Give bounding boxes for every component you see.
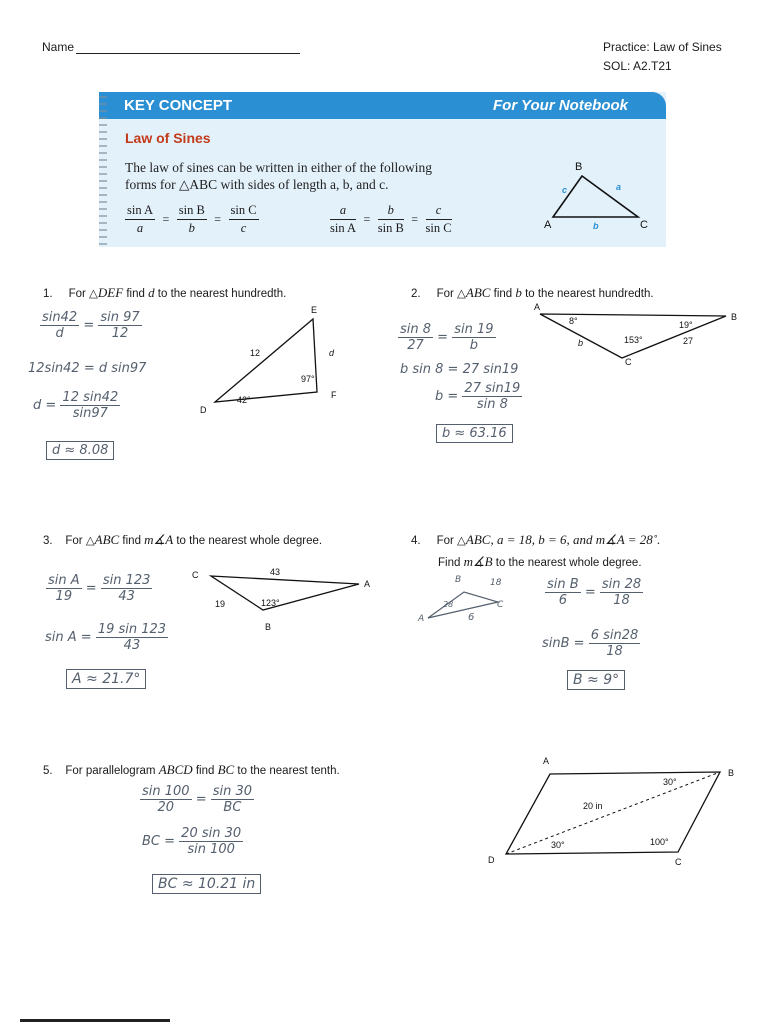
notebook-spiral-decoration — [99, 96, 107, 246]
p4-sketch-A: A — [418, 614, 425, 624]
p2-angle-153: 153° — [624, 335, 643, 345]
p1-side-d: d — [329, 348, 335, 358]
p1-vertex-F: F — [331, 390, 337, 400]
law-of-sines-form-1: $\frac{\text{sin A}}{a}$ = $\frac{\text{sin B}}{b}$ = $\frac{\text{sin C}}{c}$ — [127, 203, 257, 235]
p5-work-line-2: BC = $\frac{20 \sin 30}{\sin 100}$ — [142, 826, 242, 857]
fraction-sinB-over-b: $\frac{\text{sin B}}{b}$ — [178, 203, 205, 235]
fraction-sinC-over-c: $\frac{\text{sin C}}{c}$ — [230, 203, 257, 235]
p3-work-line-1: $\frac{\text{sin A}}{19}$ = $\frac{\sin 123}{43}$ — [48, 573, 151, 604]
p2-work-line-3: b = $\frac{27 \sin 19}{\sin 8}$ — [435, 381, 521, 412]
p3-side-43: 43 — [270, 567, 281, 577]
p1-answer-box: d ≈ 8.08 — [46, 441, 114, 460]
problem-3-triangle — [205, 570, 375, 620]
p2-answer-box: b ≈ 63.16 — [436, 424, 513, 443]
p1-vertex-E: E — [311, 305, 318, 315]
p4-sketch-side-18: 18 — [490, 578, 502, 588]
kc-vertex-B: B — [575, 161, 583, 173]
p4-sketch-angle-28: 28 — [443, 600, 454, 609]
p1-work-line-2: 12sin42 = d sin97 — [28, 361, 147, 376]
name-field — [42, 40, 300, 54]
fraction-b-over-sinB: $\frac{b}{\text{sin B}}$ — [377, 203, 404, 235]
worksheet-title: Practice: Law of Sines — [603, 40, 722, 54]
p2-side-b: b — [578, 338, 584, 348]
p3-answer-box: A ≈ 21.7° — [66, 669, 146, 689]
problem-1-prompt: 1. For △DEF find d to the nearest hundredth. — [43, 285, 287, 300]
p3-angle-123: 123° — [261, 598, 280, 608]
p1-vertex-D: D — [200, 405, 207, 415]
kc-side-b: b — [593, 221, 599, 231]
p4-work-line-2: sinB = $\frac{6 \sin 28}{18}$ — [542, 628, 639, 659]
p3-work-line-2: sin A = $\frac{19 \sin 123}{43}$ — [45, 622, 167, 653]
problem-5-number: 5. — [43, 765, 53, 777]
kc-side-a: a — [616, 182, 622, 192]
problem-1-number: 1. — [43, 288, 53, 300]
p5-diagonal-length: 20 in — [583, 801, 603, 811]
p5-answer-box: BC ≈ 10.21 in — [152, 874, 261, 894]
p4-answer-box: B ≈ 9° — [567, 670, 625, 690]
p5-diagonal-DB — [506, 772, 720, 854]
p4-work-line-1: $\frac{\text{sin B}}{6}$ = $\frac{\sin 28}{18}$ — [547, 577, 642, 608]
problem-3-prompt: 3. For △ABC find m∡A to the nearest whole degree. — [43, 532, 323, 547]
kc-vertex-A: A — [544, 219, 552, 231]
p2-angle-19: 19° — [679, 320, 693, 330]
law-of-sines-form-2: $\frac{a}{\text{sin A}}$ = $\frac{b}{\text{sin B}}$ = $\frac{c}{\text{sin C}}$ — [330, 203, 452, 235]
problem-5-prompt: 5. For parallelogram ABCD find BC to the nearest tenth. — [43, 762, 340, 777]
p2-side-27: 27 — [683, 336, 694, 346]
p1-angle-42: 42° — [237, 395, 251, 405]
p5-angle-100: 100° — [650, 837, 669, 847]
law-of-sines-description — [125, 159, 432, 193]
scan-bottom-edge — [20, 1019, 170, 1022]
problem-4-number: 4. — [411, 535, 421, 547]
p2-angle-8: 8° — [569, 316, 578, 326]
p2-vertex-C: C — [625, 357, 632, 367]
problem-4-prompt-line-1: 4. For △ABC, a = 18, b = 6, and m∡A = 28˚. — [411, 532, 661, 547]
problem-2-number: 2. — [411, 288, 421, 300]
p2-vertex-A: A — [534, 302, 541, 312]
problem-4-prompt-line-2: Find m∡B to the nearest whole degree. — [438, 554, 642, 569]
problem-2-prompt: 2. For △ABC find b to the nearest hundredth. — [411, 285, 654, 300]
p5-work-line-1: $\frac{\sin 100}{20}$ = $\frac{\sin 30}{BC}$ — [142, 784, 253, 815]
p2-vertex-B: B — [731, 312, 738, 322]
name-blank-line — [76, 42, 300, 54]
p5-vertex-C: C — [675, 857, 682, 867]
fraction-sinA-over-a: $\frac{\text{sin A}}{a}$ — [127, 203, 154, 235]
problem-1-triangle — [205, 314, 345, 414]
p5-vertex-D: D — [488, 855, 495, 865]
p5-vertex-B: B — [728, 768, 735, 778]
p3-vertex-B: B — [265, 622, 272, 632]
p1-angle-97: 97° — [301, 374, 315, 384]
fraction-c-over-sinC: $\frac{c}{\text{sin C}}$ — [425, 203, 452, 235]
p1-work-line-1: $\frac{\sin 42}{d}$ = $\frac{\sin 97}{12}$ — [42, 310, 140, 341]
p1-work-line-3: d = $\frac{12 \sin 42}{\sin 97}$ — [33, 390, 119, 421]
p3-side-19: 19 — [215, 599, 226, 609]
p4-sketch-B: B — [455, 575, 462, 585]
law-of-sines-heading: Law of Sines — [125, 130, 211, 146]
p2-work-line-2: b sin 8 = 27 sin19 — [400, 362, 519, 377]
problem-5-parallelogram — [500, 768, 730, 863]
description-line-1: The law of sines can be written in either of the following — [125, 160, 433, 175]
p3-vertex-C: C — [192, 570, 199, 580]
p2-work-line-1: $\frac{\sin 8}{27}$ = $\frac{\sin 19}{b}$ — [400, 322, 494, 353]
fraction-a-over-sinA: $\frac{a}{\text{sin A}}$ — [330, 203, 357, 235]
for-your-notebook-label: For Your Notebook — [493, 97, 628, 114]
key-concept-title: KEY CONCEPT — [124, 97, 233, 114]
p5-vertex-A: A — [543, 756, 550, 766]
p4-sketch-side-6: 6 — [468, 612, 475, 623]
p5-angle-30-bottom: 30° — [551, 840, 565, 850]
p4-sketch-C: C — [497, 600, 504, 610]
p3-vertex-A: A — [364, 579, 371, 589]
kc-vertex-C: C — [640, 219, 648, 231]
p1-side-12: 12 — [250, 348, 261, 358]
name-label: Name — [42, 40, 75, 54]
p5-angle-30-top: 30° — [663, 777, 677, 787]
kc-side-c: c — [562, 185, 568, 195]
problem-3-number: 3. — [43, 535, 53, 547]
description-line-2: forms for △ABC with sides of length a, b, and c. — [125, 177, 389, 192]
sol-code: SOL: A2.T21 — [603, 59, 672, 73]
